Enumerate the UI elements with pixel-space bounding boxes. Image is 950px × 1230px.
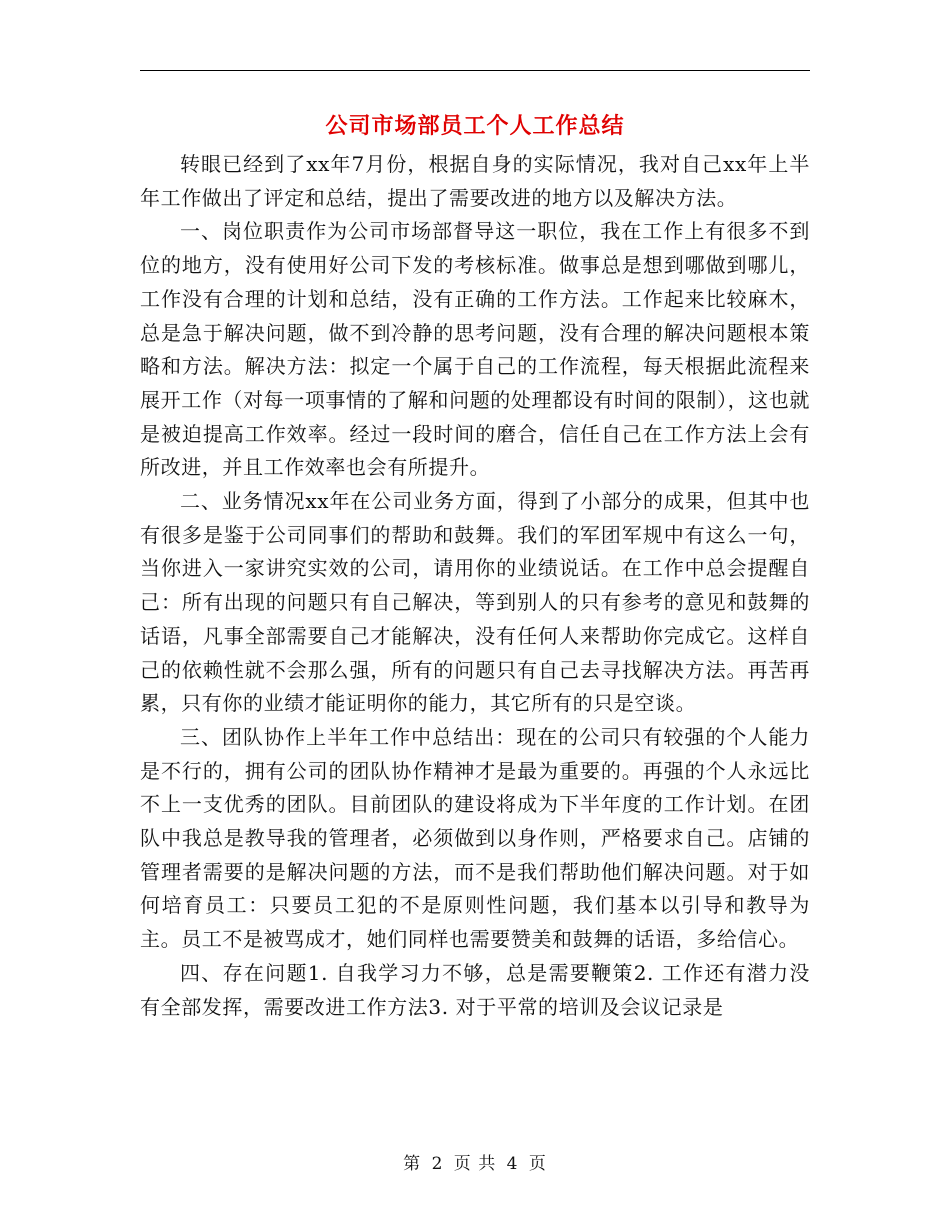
paragraph-job-duties: 一、岗位职责作为公司市场部督导这一职位，我在工作上有很多不到位的地方，没有使用好公司下发的考核标准。做事总是想到哪做到哪儿，工作没有合理的计划和总结，没有正确的工作方法。工作起来比较麻木，总是急于解决问题，做不到冷静的思考问题，没有合理的解决问题根本策略和方法。解决方法：拟定一个属于自己的工作流程，每天根据此流程来展开工作（对每一项事情的了解和问题的处理都设有时间的限制），这也就是被迫提高工作效率。经过一段时间的磨合，信任自己在工作方法上会有所改进，并且工作效率也会有所提升。 <box>140 219 810 480</box>
footer-suffix: 页 <box>528 1154 547 1174</box>
footer-prefix: 第 <box>403 1154 422 1174</box>
page-footer <box>0 1152 950 1176</box>
footer-current-page: 2 <box>431 1154 444 1174</box>
document-body <box>140 148 810 1024</box>
paragraph-teamwork: 三、团队协作上半年工作中总结出：现在的公司只有较强的个人能力是不行的，拥有公司的团队协作精神才是最为重要的。再强的个人永远比不上一支优秀的团队。目前团队的建设将成为下半年度的工作计划。在团队中我总是教导我的管理者，必须做到以身作则，严格要求自己。店铺的管理者需要的是解决问题的方法，而不是我们帮助他们解决问题。对于如何培育员工：只要员工犯的不是原则性问题，我们基本以引导和教导为主。员工不是被骂成才，她们同样也需要赞美和鼓舞的话语，多给信心。 <box>140 724 810 952</box>
footer-total-pages: 4 <box>506 1154 519 1174</box>
paragraph-problems: 四、存在问题1. 自我学习力不够，总是需要鞭策2. 工作还有潜力没有全部发挥，需要改进工作方法3. 对于平常的培训及会议记录是 <box>140 960 810 1019</box>
header-rule <box>140 70 810 71</box>
document-title: 公司市场部员工个人工作总结 <box>325 113 625 139</box>
paragraph-business: 二、业务情况xx年在公司业务方面，得到了小部分的成果，但其中也有很多是鉴于公司同事们的帮助和鼓舞。我们的军团军规中有这么一句，当你进入一家讲究实效的公司，请用你的业绩说话。在工作中总会提醒自己：所有出现的问题只有自己解决，等到别人的只有参考的意见和鼓舞的话语，凡事全部需要自己才能解决，没有任何人来帮助你完成它。这样自己的依赖性就不会那么强，所有的问题只有自己去寻找解决方法。再苦再累，只有你的业绩才能证明你的能力，其它所有的只是空谈。 <box>140 489 810 716</box>
paragraph-intro: 转眼已经到了xx年7月份，根据自身的实际情况，我对自己xx年上半年工作做出了评定和总结，提出了需要改进的地方以及解决方法。 <box>140 152 810 210</box>
footer-middle: 页 共 <box>453 1154 497 1174</box>
